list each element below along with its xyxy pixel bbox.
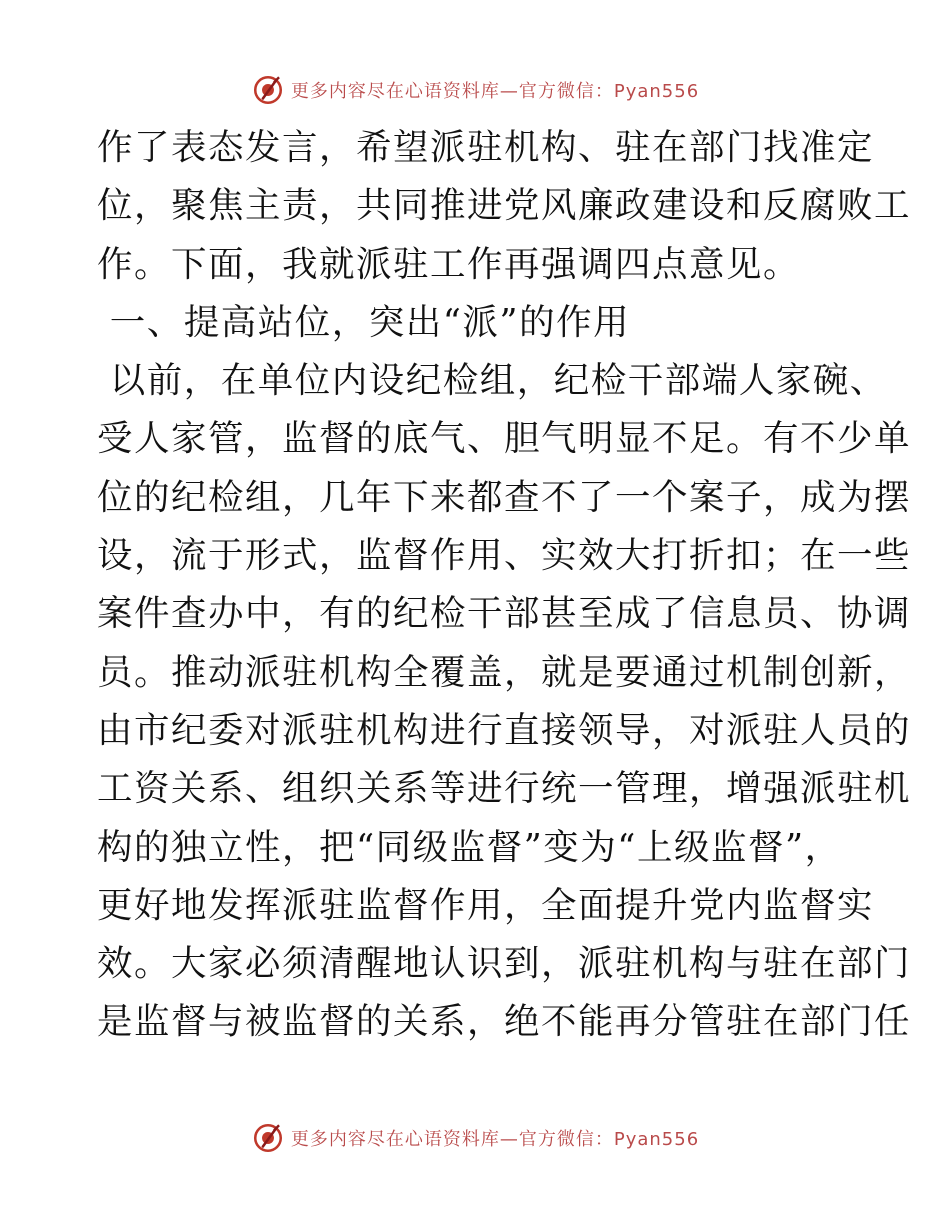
text-line: 位的纪检组，几年下来都查不了一个案子，成为摆 [97,476,912,518]
text-line: 位，聚焦主责，共同推进党风廉政建设和反腐败工 [97,185,912,227]
text-line: 受人家管，监督的底气、胆气明显不足。有不少单 [97,418,912,460]
text-line: 效。大家必须清醒地认识到，派驻机构与驻在部门 [97,943,912,985]
header-banner [0,70,950,110]
logo-icon [251,73,285,107]
text-line: 是监督与被监督的关系，绝不能再分管驻在部门任 [97,1001,912,1043]
footer-banner [0,1118,950,1158]
logo-icon [251,1121,285,1155]
banner-text: 更多内容尽在心语资料库—官方微信：Pyan556 [290,1129,700,1150]
text-line: 作。下面，我就派驻工作再强调四点意见。 [97,243,801,285]
text-line: 作了表态发言，希望派驻机构、驻在部门找准定 [97,127,875,168]
section-heading: 一、提高站位，突出“派”的作用 [97,301,631,343]
text-line: 由市纪委对派驻机构进行直接领导，对派驻人员的 [97,709,912,751]
text-line: 案件查办中，有的纪检干部甚至成了信息员、协调 [97,593,912,635]
document-body [97,119,912,1052]
text-line: 工资关系、组织关系等进行统一管理，增强派驻机 [97,768,912,810]
text-line: 更好地发挥派驻监督作用，全面提升党内监督实 [97,884,875,926]
text-line: 员。推动派驻机构全覆盖，就是要通过机制创新， [97,651,912,693]
text-line: 构的独立性，把“同级监督”变为“上级监督”， [97,826,842,868]
banner-text: 更多内容尽在心语资料库—官方微信：Pyan556 [290,81,700,102]
text-line: 以前，在单位内设纪检组，纪检干部端人家碗、 [97,360,887,402]
text-line: 设，流于形式，监督作用、实效大打折扣；在一些 [97,535,912,577]
